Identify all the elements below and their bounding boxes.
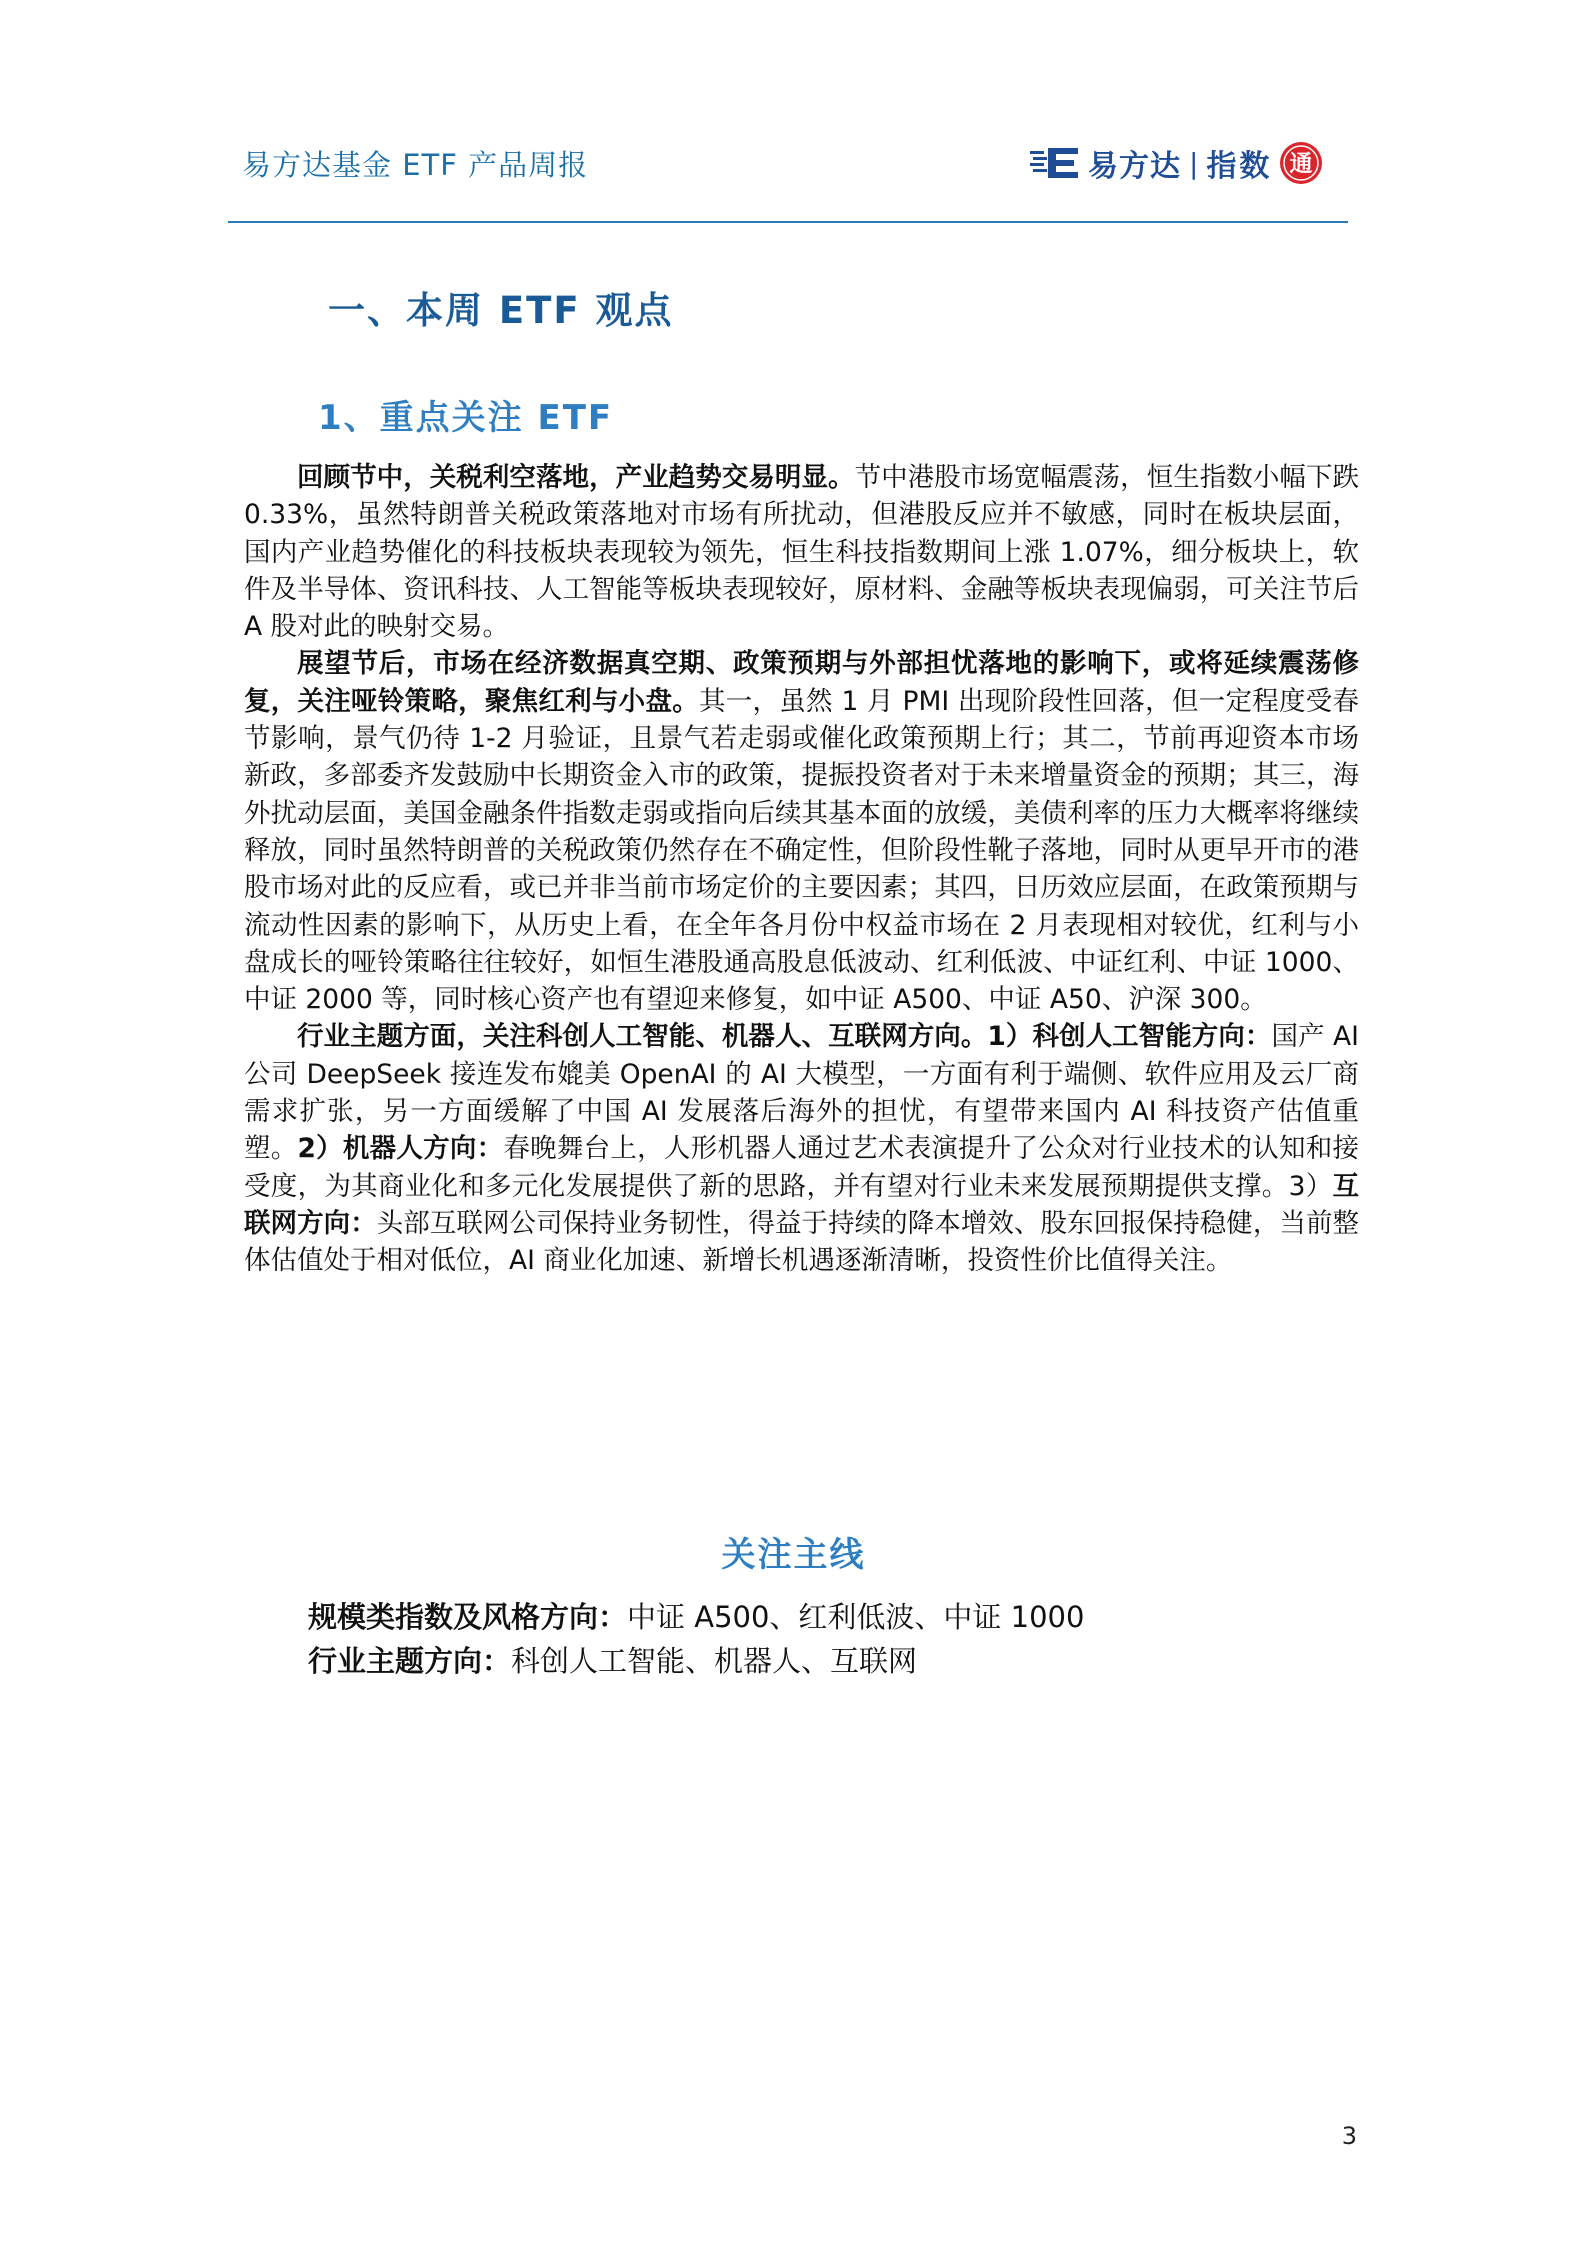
paragraph-ai-body: 国产 AI 公司 DeepSeek 接连发布媲美 OpenAI 的 AI 大模型，一方面有利于端侧、软件应用及云厂商需求扩张，另一方面缓解了中国 AI 发展落后海外的担忧，有望带来国内 AI 科技资产估值重塑。 bbox=[244, 1021, 1359, 1165]
focus-line-scale-value: 中证 A500、红利低波、中证 1000 bbox=[627, 1600, 1085, 1634]
paragraph-outlook-lead: 展望节后，市场在经济数据真空期、政策预期与外部担忧落地的影响下，或将延续震荡修复，关注哑铃策略，聚焦红利与小盘。 bbox=[244, 648, 1359, 717]
logo-brand-text: 易方达 bbox=[1088, 149, 1181, 184]
efunds-logo-icon bbox=[1030, 146, 1084, 180]
seal-char: 通 bbox=[1289, 151, 1313, 177]
paragraph-outlook bbox=[244, 645, 1359, 1018]
logo-separator: | bbox=[1189, 146, 1199, 180]
paragraph-review bbox=[244, 459, 1359, 645]
focus-line-industry-value: 科创人工智能、机器人、互联网 bbox=[511, 1644, 918, 1678]
focus-title: 关注主线 bbox=[721, 1535, 866, 1575]
paragraph-review-lead: 回顾节中，关税利空落地，产业趋势交易明显。 bbox=[297, 462, 855, 493]
seal-icon bbox=[1278, 140, 1324, 186]
paragraph-robot-lead: 2）机器人方向： bbox=[297, 1133, 504, 1165]
paragraph-internet-body: 头部互联网公司保持业务韧性，得益于持续的降本增效、股东回报保持稳健，当前整体估值处于相对低位，AI 商业化加速、新增长机遇逐渐清晰，投资性价比值得关注。 bbox=[244, 1207, 1360, 1277]
paragraph-industry bbox=[244, 1018, 1359, 1279]
report-title: 易方达基金 ETF 产品周报 bbox=[242, 148, 589, 182]
subsection-heading: 1、重点关注 ETF bbox=[318, 398, 614, 438]
body-text bbox=[244, 459, 1359, 1280]
paragraph-internet-lead: 互联网方向： bbox=[244, 1170, 1359, 1239]
focus-line-scale bbox=[308, 1595, 1084, 1636]
focus-line-industry-label: 行业主题方向： bbox=[308, 1644, 512, 1678]
focus-line-industry bbox=[308, 1639, 917, 1680]
paragraph-review-body: 节中港股市场宽幅震荡，恒生指数小幅下跌 0.33%，虽然特朗普关税政策落地对市场有所扰动，但港股反应并不敏感，同时在板块层面，国内产业趋势催化的科技板块表现较为领先，恒生科技指数期间上涨 1.07%，细分板块上，软件及半导体、资讯科技、人工智能等板块表现较好，原材料、金融等板块表现偏弱，可关注节后 A 股对此的映射交易。 bbox=[244, 462, 1360, 643]
section-heading: 一、本周 ETF 观点 bbox=[328, 289, 674, 332]
company-logo bbox=[1030, 135, 1324, 191]
page-number: 3 bbox=[1341, 2122, 1357, 2150]
focus-line-scale-label: 规模类指数及风格方向： bbox=[308, 1600, 628, 1634]
header-divider bbox=[228, 221, 1348, 223]
paragraph-outlook-body: 其一，虽然 1 月 PMI 出现阶段性回落，但一定程度受春节影响，景气仍待 1-2 月验证，且景气若走弱或催化政策预期上行；其二，节前再迎资本市场新政，多部委齐发鼓励中长期资金入市的政策，提振投资者对于未来增量资金的预期；其三，海外扰动层面，美国金融条件指数走弱或指向后续其基本面的放缓，美债利率的压力大概率将继续释放，同时虽然特朗普的关税政策仍然存在不确定性，但阶段性靴子落地，同时从更早开市的港股市场对此的反应看，或已并非当前市场定价的主要因素；其四，日历效应层面，在政策预期与流动性因素的影响下，从历史上看，在全年各月份中权益市场在 2 月表现相对较优，红利与小盘成长的哑铃策略往往较好，如恒生港股通高股息低波动、红利低波、中证红利、中证 1000、中证 2000 等，同时核心资产也有望迎来修复，如中证 A500、中证 A50、沪深 300。 bbox=[244, 685, 1360, 1016]
paragraph-industry-lead: 行业主题方面，关注科创人工智能、机器人、互联网方向。1）科创人工智能方向： bbox=[297, 1021, 1272, 1053]
logo-index-text: 指数 bbox=[1206, 149, 1273, 184]
paragraph-internet-number: 3） bbox=[1288, 1170, 1333, 1202]
paragraph-robot-body: 春晚舞台上，人形机器人通过艺术表演提升了公众对行业技术的认知和接受度，为其商业化和多元化发展提供了新的思路，并有望对行业未来发展预期提供支撑。 bbox=[244, 1133, 1360, 1202]
